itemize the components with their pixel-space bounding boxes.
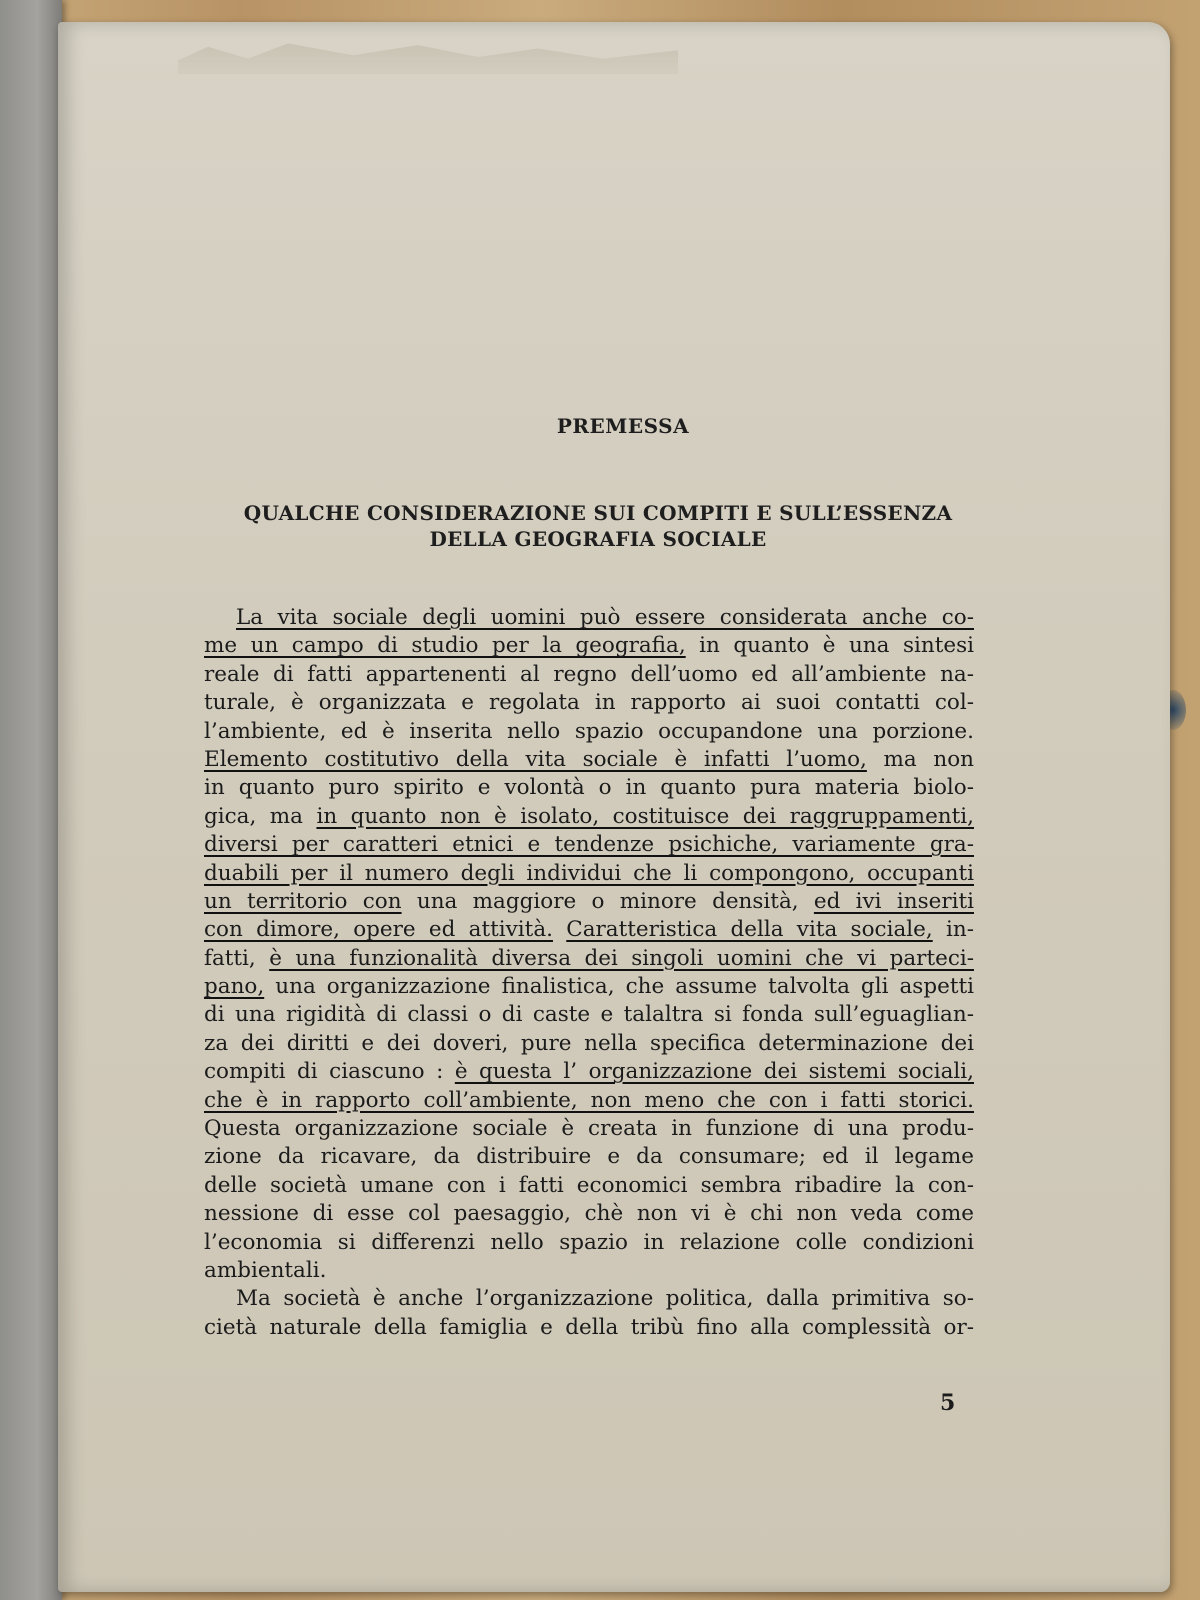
underlined-text: è questa l’ organizzazione dei sistemi sociali, <box>454 1059 974 1085</box>
underlined-text: duabili per il numero degli individui che li compongono, occupanti <box>204 860 974 886</box>
chapter-title-line-1: QUALCHE CONSIDERAZIONE SUI COMPITI E SULL’ESSENZA <box>243 501 953 525</box>
text-line: zione da ricavare, da distribuire e da consumare; ed il legame <box>204 1144 974 1170</box>
body-text <box>204 604 974 1342</box>
text-line: me un campo di studio per la geografia, in quanto è una sintesi <box>204 633 974 659</box>
underlined-text: con dimore, opere ed attività. <box>204 917 553 943</box>
text-line: cietà naturale della famiglia e della tribù fino alla complessità or- <box>204 1314 974 1340</box>
underlined-text: un territorio con <box>204 888 402 914</box>
text-line: Ma società è anche l’organizzazione politica, dalla primitiva so- <box>236 1286 974 1312</box>
text-line: nessione di esse col paesaggio, chè non vi è chi non veda come <box>204 1201 974 1227</box>
underlined-text: Elemento costitutivo della vita sociale è infatti l’uomo, <box>204 746 867 772</box>
text-line <box>204 860 974 888</box>
text-line: Questa organizzazione sociale è creata in funzione di una produ- <box>204 1116 974 1142</box>
text-line: turale, è organizzata e regolata in rapporto ai suoi contatti col- <box>204 690 974 716</box>
text-line: compiti di ciascuno : è questa l’ organizzazione dei sistemi sociali, <box>204 1059 974 1085</box>
section-heading: PREMESSA <box>556 414 690 438</box>
text-line: l’ambiente, ed è inserita nello spazio occupandone una porzione. <box>204 718 974 744</box>
text-line: za dei diritti e dei doveri, pure nella specifica determinazione dei <box>204 1030 974 1056</box>
text-line: gica, ma in quanto non è isolato, costituisce dei raggruppamenti, <box>204 803 974 829</box>
text-line: pano, una organizzazione finalistica, che assume talvolta gli aspetti <box>204 974 974 1000</box>
text-line: fatti, è una funzionalità diversa dei singoli uomini che vi parteci- <box>204 945 974 971</box>
text-line: un territorio con una maggiore o minore densità, ed ivi inseriti <box>204 888 974 914</box>
text-line: delle società umane con i fatti economici sembra ribadire la con- <box>204 1172 974 1198</box>
text-line <box>204 831 974 859</box>
text-line: reale di fatti appartenenti al regno dell’uomo ed all’ambiente na- <box>204 661 974 687</box>
underlined-text: Caratteristica della vita sociale, <box>566 917 933 943</box>
torn-top-edge <box>178 40 678 74</box>
text-line: Elemento costitutivo della vita sociale è infatti l’uomo, ma non <box>204 746 975 772</box>
text-line: in quanto puro spirito e volontà o in quanto pura materia biolo- <box>204 775 974 801</box>
chapter-title <box>198 500 998 552</box>
book-back-cover <box>0 0 62 1600</box>
underlined-text: me un campo di studio per la geografia, <box>204 633 686 659</box>
underlined-text: ed ivi inseriti <box>813 888 974 914</box>
text-line: ambientali. <box>204 1257 327 1283</box>
text-line: l’economia si differenzi nello spazio in relazione colle condizioni <box>204 1229 974 1255</box>
text-line <box>204 604 974 632</box>
book-page <box>58 22 1170 1592</box>
text-line: con dimore, opere ed attività. Caratteristica della vita sociale, in- <box>204 917 974 943</box>
chapter-title-line-2: DELLA GEOGRAFIA SOCIALE <box>429 527 767 551</box>
underlined-text: che è in rapporto coll’ambiente, non meno che con i fatti storici. <box>204 1087 974 1113</box>
underlined-text: è una funzionalità diversa dei singoli uomini che vi parteci- <box>269 945 974 971</box>
page-number: 5 <box>940 1390 956 1416</box>
text-line <box>204 1087 974 1115</box>
underlined-text: in quanto non è isolato, costituisce dei raggruppamenti, <box>316 803 974 829</box>
text-line: di una rigidità di classi o di caste e talaltra si fonda sull’eguaglian- <box>204 1002 974 1028</box>
underlined-text: pano, <box>204 974 265 1000</box>
underlined-text: diversi per caratteri etnici e tendenze psichiche, variamente gra- <box>204 832 974 858</box>
underlined-text: La vita sociale degli uomini può essere considerata anche co- <box>236 605 974 630</box>
